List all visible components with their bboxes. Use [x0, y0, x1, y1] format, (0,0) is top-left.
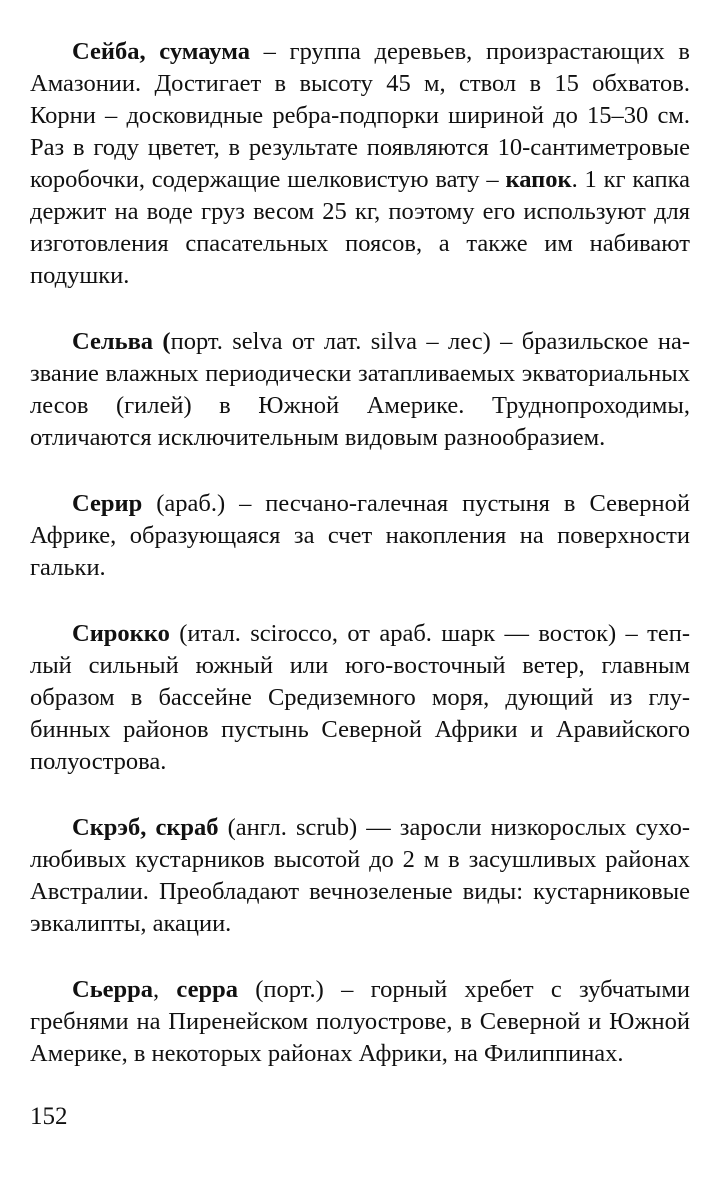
entry-sirocco [30, 618, 690, 778]
entry-term: Скрэб, скраб [72, 814, 219, 841]
entry-text: – группа деревьев, произрастающих в Амазонии. Достигает в высоту 45 м, ствол в 15 обхватов. Корни – досковидные ребра-подпорки шириной до 15–30 см. Раз в году цветет, в результате появляются 10-сантиметровые коробочки, содержащие шелковистую вату – [30, 38, 691, 193]
entry-text: (англ. scrub) — заросли низкорослых сухолюбивых кустарников высотой до 2 м в засушливых районах Австралии. Преобладают вечнозеленые виды: кустарниковые эвкалипты, акации. [30, 814, 691, 937]
entry-term: Сейба, сумаума [72, 38, 250, 65]
page-body [30, 36, 690, 1070]
entry-sierra [30, 974, 690, 1070]
page-number: 152 [30, 1103, 68, 1130]
entry-term: серра [176, 976, 238, 1003]
entry-text: (араб.) – песчано-галечная пустыня в Северной Африке, образующаяся за счет накопления на поверхности гальки. [30, 490, 690, 581]
entry-scrub [30, 812, 690, 940]
entry-serir [30, 488, 690, 584]
entry-text: . 1 кг капка держит на воде груз весом 25 кг, поэтому его используют для изготовления спасательных поясов, а также им набивают подушки. [30, 166, 690, 289]
entry-term: Сирокко [72, 620, 170, 647]
entry-text: (итал. scirocco, от араб. шарк — восток) – теплый сильный южный или юго-восточный ветер, главным образом в бассейне Средиземного моря, дующий из глубинных районов пустынь Северной Африки и Аравийского полуострова. [30, 620, 690, 775]
entry-term: Сьерра [72, 976, 154, 1003]
entry-selva [30, 326, 690, 454]
entry-term: Серир [72, 490, 143, 517]
entry-seiba [30, 36, 690, 292]
entry-text: порт. selva от лат. silva – лес) – бразильское название влажных периодически затапливаемых экваториальных лесов (гилей) в Южной Америке. Труднопроходимы, отличаются исключительным видовым разнообразием. [30, 328, 690, 451]
entry-text: , [153, 976, 177, 1003]
entry-term: капок [505, 166, 572, 193]
entry-term: Сельва ( [72, 328, 171, 355]
entry-text: (порт.) – горный хребет с зубчатыми гребнями на Пиренейском полуострове, в Северной и Южной Америке, в некоторых районах Африки, на Филиппинах. [30, 976, 690, 1067]
